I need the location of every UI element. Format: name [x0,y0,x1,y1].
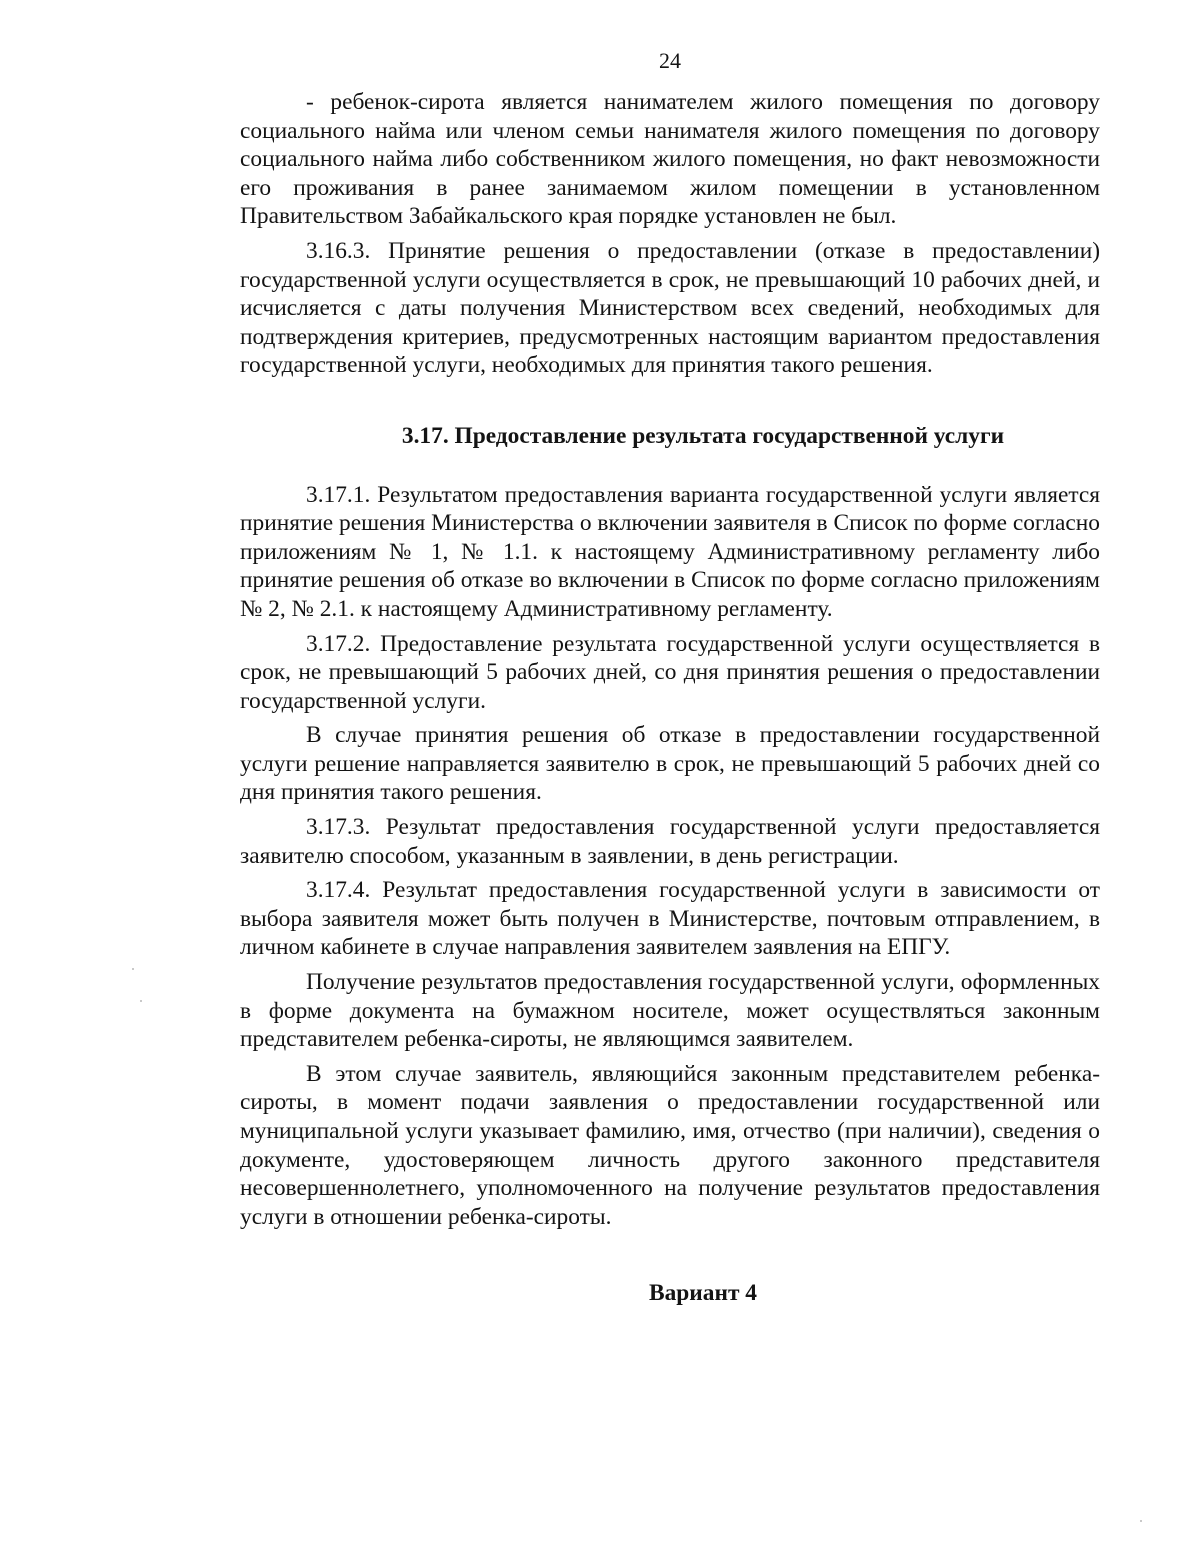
paragraph-3-17-1: 3.17.1. Результатом предоставления варианта государственной услуги является принятие решения Министерства о включении заявителя в Список по форме согласно приложениям № 1, № 1.1. к настоящему Административному регламенту либо принятие решения об отказе во включении в Список по форме согласно приложениям № 2, № 2.1. к настоящему Административному регламенту. [240,481,1100,622]
paragraph-orphan-housing: - ребенок-сирота является нанимателем жилого помещения по договору социального найма или членом семьи нанимателя жилого помещения по договору социального найма либо собственником жилого помещения, но факт невозможности его проживания в ранее занимаемом жилом помещении в установленном Правительством Забайкальского края порядке установлен не был. [240,89,1100,230]
scan-speck [140,1000,142,1002]
paragraph-3-17-2: 3.17.2. Предоставление результата государственной услуги осуществляется в срок, не превышающий 5 рабочих дней, со дня принятия решения о предоставлении государственной услуги. [240,630,1100,714]
paragraph-legal-representative: В этом случае заявитель, являющийся законным представителем ребенка-сироты, в момент подачи заявления о предоставлении государственной или муниципальной услуги указывает фамилию, имя, отчество (при наличии), сведения о документе, удостоверяющем личность другого законного представителя несовершеннолетнего, уполномоченного на получение результатов предоставления услуги в отношении ребенка-сироты. [240,1060,1100,1230]
paragraph-3-16-3: 3.16.3. Принятие решения о предоставлении (отказе в предоставлении) государственной услуги осуществляется в срок, не превышающий 10 рабочих дней, и исчисляется с даты получения Министерством всех сведений, необходимых для подтверждения критериев, предусмотренных настоящим вариантом предоставления государственной услуги, необходимых для принятия такого решения. [240,237,1100,379]
section-heading-variant-4: Вариант 4 [649,1280,757,1307]
scan-speck [132,968,134,970]
paragraph-3-17-4: 3.17.4. Результат предоставления государственной услуги в зависимости от выбора заявителя может быть получен в Министерстве, почтовым отправлением, в личном кабинете в случае направления заявителем заявления на ЕПГУ. [240,877,1100,961]
section-heading-3-17: 3.17. Предоставление результата государственной услуги [401,422,1005,449]
document-body [240,88,1100,1308]
paragraph-result-receipt: Получение результатов предоставления государственной услуги, оформленных в форме документа на бумажном носителе, может осуществляться законным представителем ребенка-сироты, не являющимся заявителем. [240,969,1100,1053]
scan-speck [1140,1520,1142,1522]
paragraph-refusal-notice: В случае принятия решения об отказе в предоставлении государственной услуги решение направляется заявителю в срок, не превышающий 5 рабочих дней со дня принятия такого решения. [240,722,1100,806]
paragraph-3-17-3: 3.17.3. Результат предоставления государственной услуги предоставляется заявителю способом, указанным в заявлении, в день регистрации. [240,814,1100,869]
page-number: 24 [659,48,681,73]
